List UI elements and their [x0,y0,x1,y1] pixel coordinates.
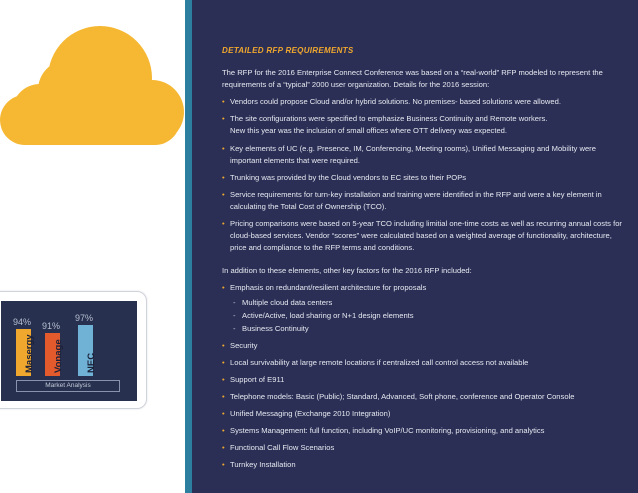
chart-bar-label: Vonage [52,339,64,373]
list-item-text: The site configurations were specified to emphasize Business Continuity and Remote workers. [230,114,548,124]
sub-list [230,297,622,335]
requirements-panel [192,0,638,493]
additional-intro: In addition to these elements, other key factors for the 2016 RFP included: [222,266,472,276]
list-item [222,113,622,137]
section-heading: DETAILED RFP REQUIREMENTS [222,46,354,55]
chart-bar [78,325,97,376]
cloud-icon [0,0,185,160]
list-item-text: New this year was the inclusion of small offices where OTT delivery was expected. [230,126,508,136]
market-analysis-button[interactable]: Market Analysis [16,380,120,392]
illustration-area [0,0,185,493]
sub-list-item: - Business Continuity [230,323,622,335]
requirements-content [222,45,622,477]
list-item-text: Emphasis on redundant/resilient architecture for proposals [230,283,427,293]
chart-value-label: 97% [75,313,94,323]
chart-bar-label: NEC [85,352,97,373]
intro-paragraph: The RFP for the 2016 Enterprise Connect Conference was based on a “real-world” RFP modeled to represent the requirements of a “typical” 2000 user organization. Details for the 2016 session: [222,68,603,90]
chart-bar-label: Masergy [23,334,35,373]
requirements-list [222,96,622,254]
list-item: • Local survivability at large remote locations if centralized call control access not available [222,357,622,369]
list-item: • Trunking was provided by the Cloud vendors to EC sites to their POPs [222,172,622,184]
panel-accent-edge [185,0,192,493]
list-item: • Telephone models: Basic (Public); Standard, Advanced, Soft phone, conference and Operator Console [222,391,622,403]
sub-list-item: - Multiple cloud data centers [230,297,622,309]
list-item [222,282,622,334]
list-item: • Functional Call Flow Scenarios [222,442,622,454]
chart-value-label: 94% [13,317,32,327]
tablet-device [0,291,147,409]
factors-list [222,282,622,471]
list-item: • Service requirements for turn-key installation and training were identified in the RFP and were a key element in calculating the Total Cost of Ownership (TCO). [222,189,622,213]
list-item: • Turnkey Installation [222,459,622,471]
chart-bar [45,333,64,376]
list-item: • Key elements of UC (e.g. Presence, IM, Conferencing, Meeting rooms), Unified Messaging and Mobility were important elements that were required. [222,143,622,167]
chart-bar [16,329,35,376]
list-item: • Systems Management: full function, including VoIP/UC monitoring, provisioning, and analytics [222,425,622,437]
sub-list-item: - Active/Active, load sharing or N+1 design elements [230,310,622,322]
list-item: • Support of E911 [222,374,622,386]
chart-value-label: 91% [42,321,61,331]
list-item: • Vendors could propose Cloud and/or hybrid solutions. No premises- based solutions were allowed. [222,96,622,108]
list-item: • Unified Messaging (Exchange 2010 Integration) [222,408,622,420]
market-chart [1,301,137,401]
list-item: • Pricing comparisons were based on 5-year TCO including limitial one-time costs as well as recurring annual costs for cloud-based services. Vendor “scores” were calculated based on a weighted average of functionality, architecture, price and compliance to the RFP terms and conditions. [222,218,622,254]
list-item: • Security [222,340,622,352]
